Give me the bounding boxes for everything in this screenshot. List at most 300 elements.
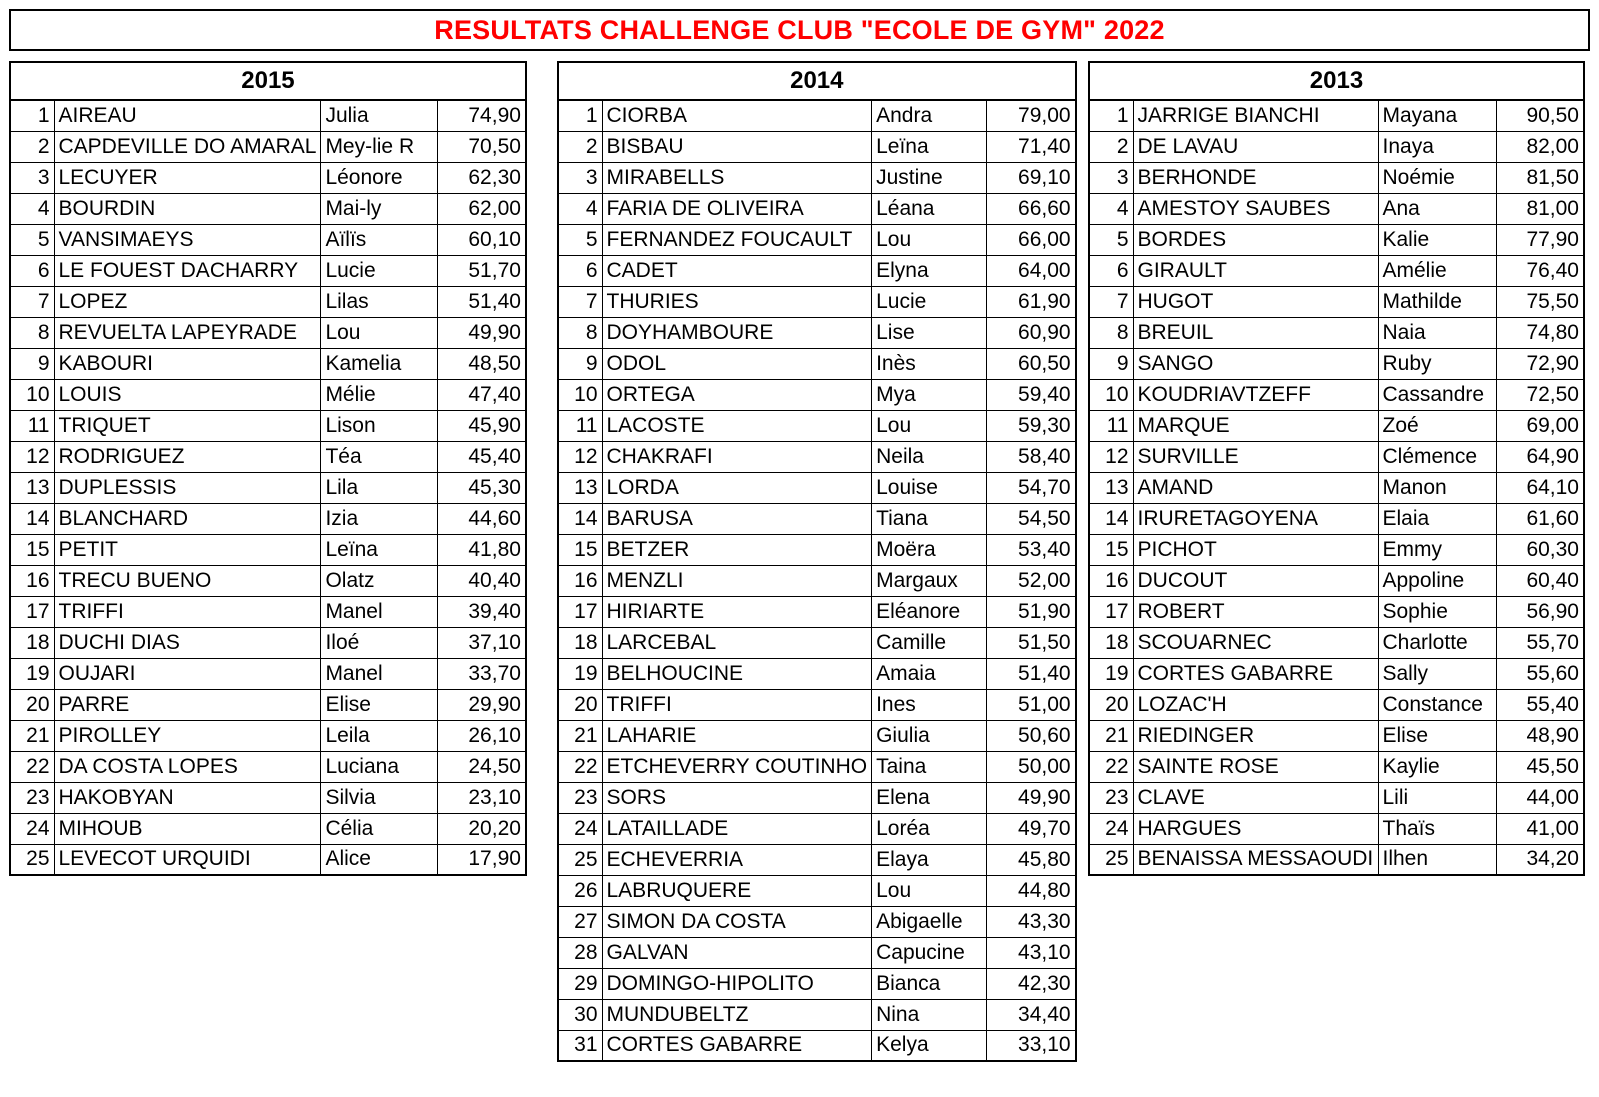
table-row <box>558 224 1076 255</box>
first-name-cell: Leïna <box>872 131 987 162</box>
first-name-cell: Sophie <box>1378 596 1496 627</box>
last-name-cell: RODRIGUEZ <box>54 441 321 472</box>
score-cell: 62,30 <box>438 162 526 193</box>
table-row <box>10 596 526 627</box>
last-name-cell: HIRIARTE <box>602 596 872 627</box>
last-name-cell: SAINTE ROSE <box>1133 751 1378 782</box>
score-cell: 66,60 <box>987 193 1076 224</box>
score-cell: 64,90 <box>1496 441 1584 472</box>
results-table-2013 <box>1088 61 1585 876</box>
score-cell: 59,40 <box>987 379 1076 410</box>
table-row <box>10 100 526 131</box>
table-row <box>10 317 526 348</box>
table-year-header: 2014 <box>558 62 1076 100</box>
last-name-cell: BELHOUCINE <box>602 658 872 689</box>
rank-cell: 9 <box>558 348 602 379</box>
last-name-cell: ECHEVERRIA <box>602 844 872 875</box>
rank-cell: 30 <box>558 999 602 1030</box>
score-cell: 51,40 <box>987 658 1076 689</box>
table-row <box>1089 100 1584 131</box>
table-row <box>558 131 1076 162</box>
table-row <box>558 286 1076 317</box>
score-cell: 55,70 <box>1496 627 1584 658</box>
table-row <box>1089 131 1584 162</box>
score-cell: 61,90 <box>987 286 1076 317</box>
first-name-cell: Camille <box>872 627 987 658</box>
table-row <box>558 689 1076 720</box>
first-name-cell: Nina <box>872 999 987 1030</box>
first-name-cell: Lucie <box>872 286 987 317</box>
first-name-cell: Leila <box>321 720 438 751</box>
first-name-cell: Lilas <box>321 286 438 317</box>
score-cell: 55,60 <box>1496 658 1584 689</box>
last-name-cell: BREUIL <box>1133 317 1378 348</box>
first-name-cell: Tiana <box>872 503 987 534</box>
table-row <box>1089 193 1584 224</box>
first-name-cell: Amaia <box>872 658 987 689</box>
first-name-cell: Lou <box>872 224 987 255</box>
last-name-cell: CADET <box>602 255 872 286</box>
table-row <box>10 472 526 503</box>
last-name-cell: PICHOT <box>1133 534 1378 565</box>
rank-cell: 18 <box>10 627 54 658</box>
score-cell: 49,90 <box>438 317 526 348</box>
rank-cell: 21 <box>1089 720 1133 751</box>
score-cell: 52,00 <box>987 565 1076 596</box>
first-name-cell: Charlotte <box>1378 627 1496 658</box>
first-name-cell: Elise <box>321 689 438 720</box>
first-name-cell: Appoline <box>1378 565 1496 596</box>
table-row <box>1089 348 1584 379</box>
first-name-cell: Capucine <box>872 937 987 968</box>
rank-cell: 31 <box>558 1030 602 1061</box>
rank-cell: 22 <box>10 751 54 782</box>
last-name-cell: DUCOUT <box>1133 565 1378 596</box>
last-name-cell: ORTEGA <box>602 379 872 410</box>
rank-cell: 17 <box>1089 596 1133 627</box>
table-row <box>558 348 1076 379</box>
score-cell: 69,10 <box>987 162 1076 193</box>
table-row <box>10 286 526 317</box>
score-cell: 60,90 <box>987 317 1076 348</box>
rank-cell: 4 <box>1089 193 1133 224</box>
last-name-cell: AMESTOY SAUBES <box>1133 193 1378 224</box>
last-name-cell: SORS <box>602 782 872 813</box>
rank-cell: 12 <box>558 441 602 472</box>
rank-cell: 14 <box>1089 503 1133 534</box>
first-name-cell: Louise <box>872 472 987 503</box>
score-cell: 51,50 <box>987 627 1076 658</box>
score-cell: 74,90 <box>438 100 526 131</box>
first-name-cell: Neila <box>872 441 987 472</box>
first-name-cell: Alice <box>321 844 438 875</box>
rank-cell: 7 <box>1089 286 1133 317</box>
table-row <box>1089 844 1584 875</box>
score-cell: 58,40 <box>987 441 1076 472</box>
score-cell: 33,70 <box>438 658 526 689</box>
score-cell: 44,80 <box>987 875 1076 906</box>
rank-cell: 28 <box>558 937 602 968</box>
score-cell: 45,30 <box>438 472 526 503</box>
score-cell: 64,10 <box>1496 472 1584 503</box>
last-name-cell: REVUELTA LAPEYRADE <box>54 317 321 348</box>
last-name-cell: BENAISSA MESSAOUDI <box>1133 844 1378 875</box>
first-name-cell: Andra <box>872 100 987 131</box>
rank-cell: 13 <box>10 472 54 503</box>
first-name-cell: Ana <box>1378 193 1496 224</box>
last-name-cell: JARRIGE BIANCHI <box>1133 100 1378 131</box>
score-cell: 54,50 <box>987 503 1076 534</box>
table-row <box>558 1030 1076 1061</box>
last-name-cell: BOURDIN <box>54 193 321 224</box>
first-name-cell: Julia <box>321 100 438 131</box>
rank-cell: 13 <box>1089 472 1133 503</box>
score-cell: 55,40 <box>1496 689 1584 720</box>
rank-cell: 12 <box>10 441 54 472</box>
last-name-cell: AMAND <box>1133 472 1378 503</box>
first-name-cell: Lila <box>321 472 438 503</box>
first-name-cell: Emmy <box>1378 534 1496 565</box>
rank-cell: 1 <box>1089 100 1133 131</box>
score-cell: 34,20 <box>1496 844 1584 875</box>
score-cell: 81,00 <box>1496 193 1584 224</box>
last-name-cell: BARUSA <box>602 503 872 534</box>
rank-cell: 11 <box>1089 410 1133 441</box>
rank-cell: 9 <box>1089 348 1133 379</box>
table-row <box>1089 410 1584 441</box>
score-cell: 47,40 <box>438 379 526 410</box>
last-name-cell: CIORBA <box>602 100 872 131</box>
first-name-cell: Naia <box>1378 317 1496 348</box>
rank-cell: 5 <box>558 224 602 255</box>
last-name-cell: MUNDUBELTZ <box>602 999 872 1030</box>
first-name-cell: Mathilde <box>1378 286 1496 317</box>
table-row <box>558 534 1076 565</box>
rank-cell: 19 <box>558 658 602 689</box>
last-name-cell: KOUDRIAVTZEFF <box>1133 379 1378 410</box>
table-row <box>1089 317 1584 348</box>
rank-cell: 20 <box>1089 689 1133 720</box>
first-name-cell: Kalie <box>1378 224 1496 255</box>
table-row <box>1089 472 1584 503</box>
table-row <box>558 751 1076 782</box>
first-name-cell: Zoé <box>1378 410 1496 441</box>
table-row <box>10 658 526 689</box>
first-name-cell: Elise <box>1378 720 1496 751</box>
first-name-cell: Léana <box>872 193 987 224</box>
last-name-cell: FERNANDEZ FOUCAULT <box>602 224 872 255</box>
last-name-cell: TRIFFI <box>602 689 872 720</box>
last-name-cell: FARIA DE OLIVEIRA <box>602 193 872 224</box>
last-name-cell: LORDA <box>602 472 872 503</box>
last-name-cell: TRIQUET <box>54 410 321 441</box>
score-cell: 44,00 <box>1496 782 1584 813</box>
first-name-cell: Kaylie <box>1378 751 1496 782</box>
first-name-cell: Cassandre <box>1378 379 1496 410</box>
rank-cell: 10 <box>10 379 54 410</box>
table-row <box>558 596 1076 627</box>
first-name-cell: Giulia <box>872 720 987 751</box>
first-name-cell: Lise <box>872 317 987 348</box>
first-name-cell: Lou <box>872 875 987 906</box>
last-name-cell: LOUIS <box>54 379 321 410</box>
first-name-cell: Ines <box>872 689 987 720</box>
rank-cell: 5 <box>1089 224 1133 255</box>
rank-cell: 10 <box>1089 379 1133 410</box>
rank-cell: 8 <box>1089 317 1133 348</box>
page-title-box <box>9 9 1590 51</box>
last-name-cell: BETZER <box>602 534 872 565</box>
table-row <box>10 813 526 844</box>
last-name-cell: KABOURI <box>54 348 321 379</box>
score-cell: 51,90 <box>987 596 1076 627</box>
first-name-cell: Moëra <box>872 534 987 565</box>
rank-cell: 14 <box>10 503 54 534</box>
first-name-cell: Luciana <box>321 751 438 782</box>
table-row <box>10 379 526 410</box>
score-cell: 45,90 <box>438 410 526 441</box>
table-row <box>558 844 1076 875</box>
rank-cell: 4 <box>10 193 54 224</box>
score-cell: 79,00 <box>987 100 1076 131</box>
rank-cell: 11 <box>10 410 54 441</box>
rank-cell: 27 <box>558 906 602 937</box>
score-cell: 41,80 <box>438 534 526 565</box>
table-row <box>558 472 1076 503</box>
rank-cell: 11 <box>558 410 602 441</box>
table-row <box>1089 658 1584 689</box>
rank-cell: 3 <box>1089 162 1133 193</box>
score-cell: 60,30 <box>1496 534 1584 565</box>
first-name-cell: Taina <box>872 751 987 782</box>
rank-cell: 2 <box>10 131 54 162</box>
first-name-cell: Silvia <box>321 782 438 813</box>
table-row <box>1089 503 1584 534</box>
last-name-cell: BLANCHARD <box>54 503 321 534</box>
table-row <box>1089 162 1584 193</box>
first-name-cell: Lucie <box>321 255 438 286</box>
rank-cell: 23 <box>558 782 602 813</box>
rank-cell: 14 <box>558 503 602 534</box>
first-name-cell: Loréa <box>872 813 987 844</box>
table-row <box>558 813 1076 844</box>
rank-cell: 1 <box>10 100 54 131</box>
rank-cell: 16 <box>558 565 602 596</box>
last-name-cell: BERHONDE <box>1133 162 1378 193</box>
first-name-cell: Mya <box>872 379 987 410</box>
score-cell: 51,70 <box>438 255 526 286</box>
first-name-cell: Amélie <box>1378 255 1496 286</box>
score-cell: 45,80 <box>987 844 1076 875</box>
score-cell: 24,50 <box>438 751 526 782</box>
table-row <box>558 441 1076 472</box>
first-name-cell: Mélie <box>321 379 438 410</box>
results-table-2015 <box>9 61 527 876</box>
last-name-cell: DUCHI DIAS <box>54 627 321 658</box>
results-table-2014 <box>557 61 1077 1062</box>
rank-cell: 16 <box>1089 565 1133 596</box>
table-row <box>1089 224 1584 255</box>
table-row <box>558 255 1076 286</box>
last-name-cell: LECUYER <box>54 162 321 193</box>
first-name-cell: Ruby <box>1378 348 1496 379</box>
table-row <box>558 100 1076 131</box>
first-name-cell: Manon <box>1378 472 1496 503</box>
score-cell: 72,90 <box>1496 348 1584 379</box>
first-name-cell: Manel <box>321 596 438 627</box>
table-year-header: 2015 <box>10 62 526 100</box>
last-name-cell: TRIFFI <box>54 596 321 627</box>
score-cell: 62,00 <box>438 193 526 224</box>
table-row <box>10 410 526 441</box>
first-name-cell: Sally <box>1378 658 1496 689</box>
table-row <box>10 627 526 658</box>
score-cell: 49,70 <box>987 813 1076 844</box>
table-row <box>558 317 1076 348</box>
score-cell: 90,50 <box>1496 100 1584 131</box>
last-name-cell: LOPEZ <box>54 286 321 317</box>
rank-cell: 7 <box>10 286 54 317</box>
table-row <box>558 937 1076 968</box>
last-name-cell: ETCHEVERRY COUTINHO <box>602 751 872 782</box>
first-name-cell: Téa <box>321 441 438 472</box>
rank-cell: 17 <box>558 596 602 627</box>
last-name-cell: DOMINGO-HIPOLITO <box>602 968 872 999</box>
table-row <box>10 441 526 472</box>
table-row <box>1089 720 1584 751</box>
table-row <box>558 999 1076 1030</box>
table-row <box>1089 534 1584 565</box>
table-row <box>10 162 526 193</box>
table-row <box>10 534 526 565</box>
first-name-cell: Abigaelle <box>872 906 987 937</box>
first-name-cell: Bianca <box>872 968 987 999</box>
first-name-cell: Margaux <box>872 565 987 596</box>
rank-cell: 21 <box>558 720 602 751</box>
score-cell: 40,40 <box>438 565 526 596</box>
rank-cell: 7 <box>558 286 602 317</box>
first-name-cell: Lison <box>321 410 438 441</box>
rank-cell: 13 <box>558 472 602 503</box>
first-name-cell: Léonore <box>321 162 438 193</box>
score-cell: 74,80 <box>1496 317 1584 348</box>
score-cell: 42,30 <box>987 968 1076 999</box>
last-name-cell: MIRABELLS <box>602 162 872 193</box>
last-name-cell: TRECU BUENO <box>54 565 321 596</box>
score-cell: 45,50 <box>1496 751 1584 782</box>
first-name-cell: Elena <box>872 782 987 813</box>
score-cell: 48,90 <box>1496 720 1584 751</box>
first-name-cell: Noémie <box>1378 162 1496 193</box>
rank-cell: 6 <box>558 255 602 286</box>
last-name-cell: LABRUQUERE <box>602 875 872 906</box>
rank-cell: 24 <box>1089 813 1133 844</box>
score-cell: 44,60 <box>438 503 526 534</box>
rank-cell: 15 <box>1089 534 1133 565</box>
score-cell: 56,90 <box>1496 596 1584 627</box>
first-name-cell: Aïlïs <box>321 224 438 255</box>
table-row <box>1089 689 1584 720</box>
table-row <box>558 782 1076 813</box>
table-year-header: 2013 <box>1089 62 1584 100</box>
last-name-cell: CORTES GABARRE <box>1133 658 1378 689</box>
last-name-cell: DE LAVAU <box>1133 131 1378 162</box>
last-name-cell: BISBAU <box>602 131 872 162</box>
score-cell: 37,10 <box>438 627 526 658</box>
table-row <box>10 720 526 751</box>
score-cell: 23,10 <box>438 782 526 813</box>
rank-cell: 5 <box>10 224 54 255</box>
last-name-cell: HAKOBYAN <box>54 782 321 813</box>
first-name-cell: Mayana <box>1378 100 1496 131</box>
last-name-cell: CLAVE <box>1133 782 1378 813</box>
table-row <box>1089 751 1584 782</box>
last-name-cell: DA COSTA LOPES <box>54 751 321 782</box>
score-cell: 75,50 <box>1496 286 1584 317</box>
rank-cell: 18 <box>1089 627 1133 658</box>
last-name-cell: LATAILLADE <box>602 813 872 844</box>
rank-cell: 15 <box>10 534 54 565</box>
rank-cell: 12 <box>1089 441 1133 472</box>
score-cell: 54,70 <box>987 472 1076 503</box>
last-name-cell: SIMON DA COSTA <box>602 906 872 937</box>
last-name-cell: PARRE <box>54 689 321 720</box>
table-row <box>1089 627 1584 658</box>
table-row <box>10 503 526 534</box>
table-row <box>10 348 526 379</box>
rank-cell: 2 <box>1089 131 1133 162</box>
last-name-cell: LACOSTE <box>602 410 872 441</box>
rank-cell: 21 <box>10 720 54 751</box>
score-cell: 81,50 <box>1496 162 1584 193</box>
score-cell: 72,50 <box>1496 379 1584 410</box>
last-name-cell: IRURETAGOYENA <box>1133 503 1378 534</box>
table-row <box>10 255 526 286</box>
score-cell: 45,40 <box>438 441 526 472</box>
table-row <box>558 162 1076 193</box>
last-name-cell: PETIT <box>54 534 321 565</box>
first-name-cell: Eléanore <box>872 596 987 627</box>
first-name-cell: Constance <box>1378 689 1496 720</box>
first-name-cell: Lou <box>872 410 987 441</box>
table-row <box>10 193 526 224</box>
last-name-cell: DOYHAMBOURE <box>602 317 872 348</box>
table-row <box>558 627 1076 658</box>
first-name-cell: Clémence <box>1378 441 1496 472</box>
rank-cell: 8 <box>558 317 602 348</box>
score-cell: 34,40 <box>987 999 1076 1030</box>
table-row <box>558 875 1076 906</box>
rank-cell: 6 <box>10 255 54 286</box>
last-name-cell: LOZAC'H <box>1133 689 1378 720</box>
last-name-cell: GALVAN <box>602 937 872 968</box>
score-cell: 69,00 <box>1496 410 1584 441</box>
rank-cell: 24 <box>10 813 54 844</box>
table-row <box>10 844 526 875</box>
last-name-cell: SCOUARNEC <box>1133 627 1378 658</box>
table-row <box>1089 565 1584 596</box>
rank-cell: 23 <box>10 782 54 813</box>
last-name-cell: AIREAU <box>54 100 321 131</box>
score-cell: 60,10 <box>438 224 526 255</box>
table-row <box>1089 286 1584 317</box>
rank-cell: 3 <box>558 162 602 193</box>
score-cell: 17,90 <box>438 844 526 875</box>
rank-cell: 19 <box>10 658 54 689</box>
first-name-cell: Izia <box>321 503 438 534</box>
score-cell: 51,00 <box>987 689 1076 720</box>
last-name-cell: LAHARIE <box>602 720 872 751</box>
